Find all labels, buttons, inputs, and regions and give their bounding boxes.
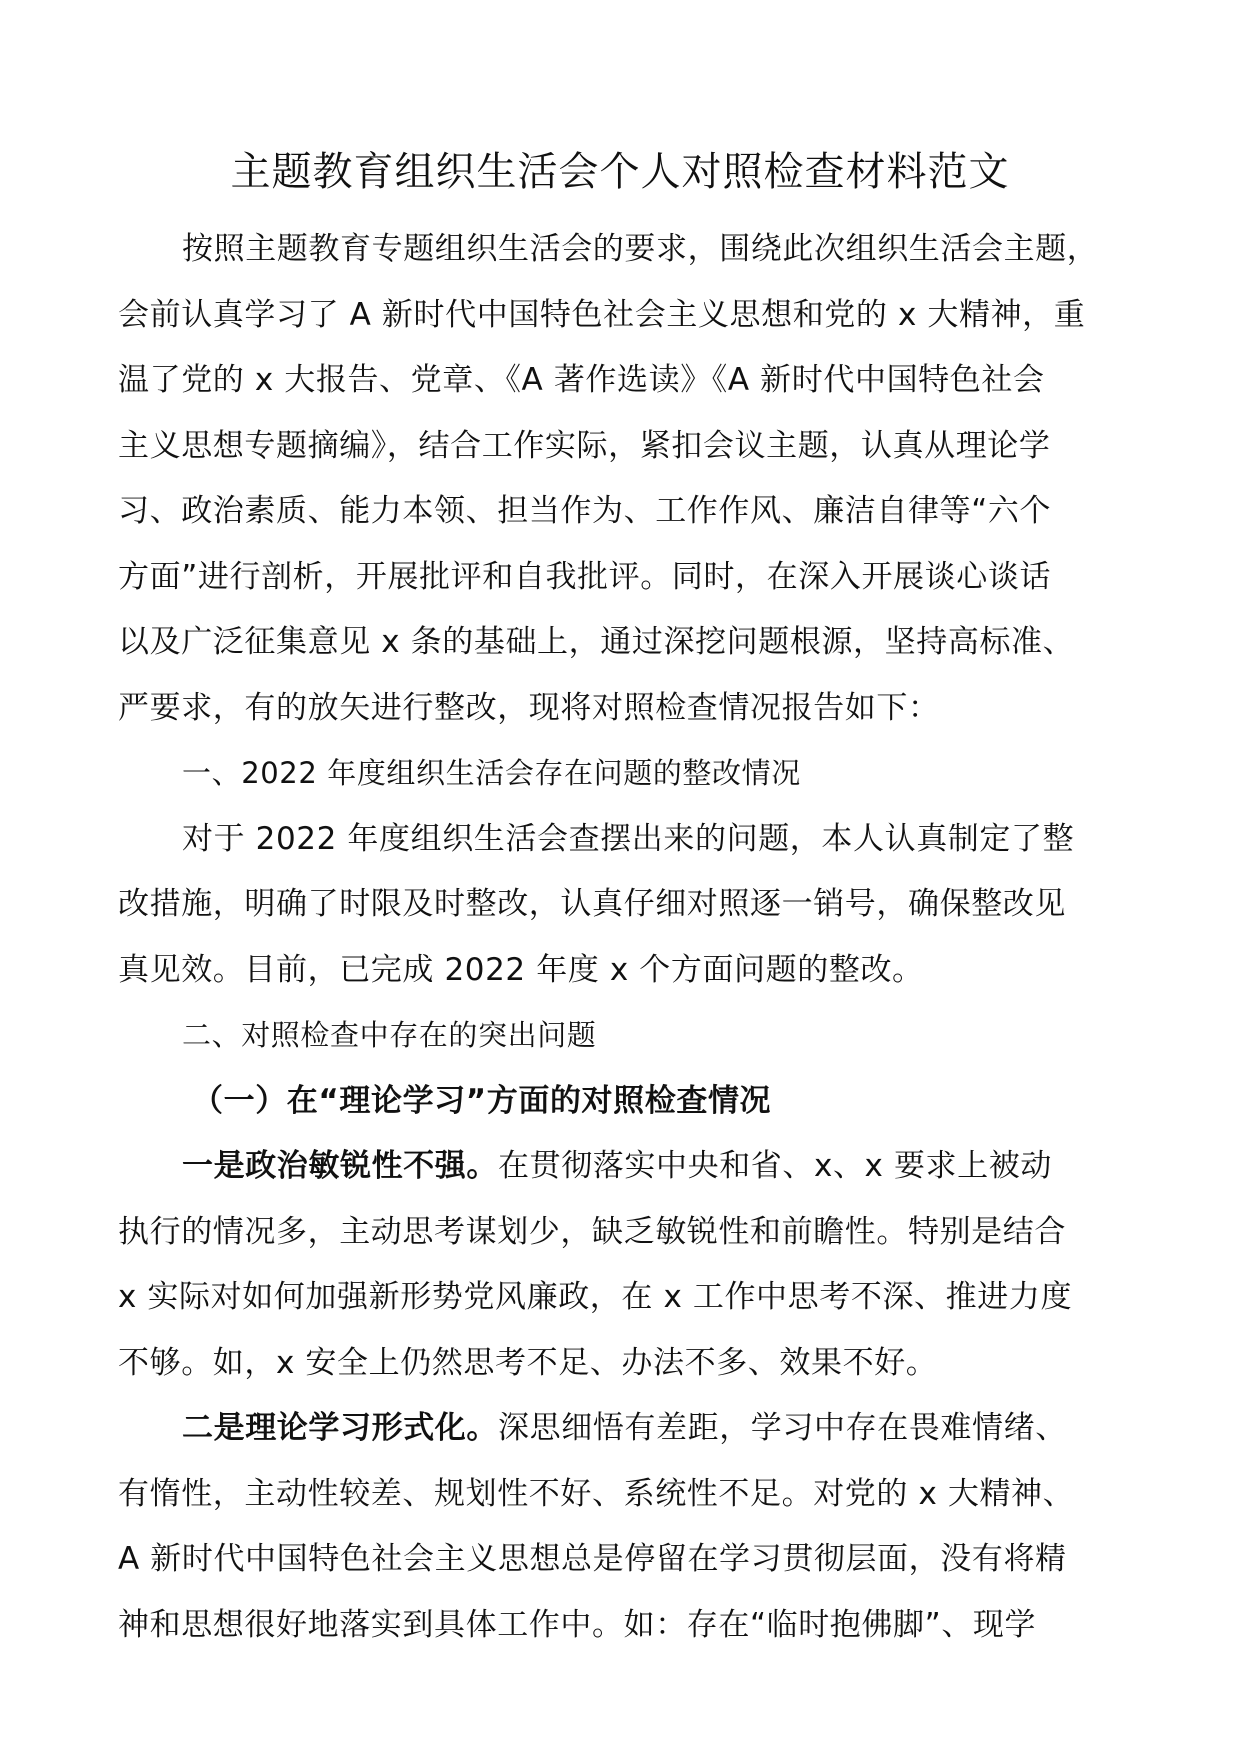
intro-line: 方面”进行剖析，开展批评和自我批评。同时，在深入开展谈心谈话 (118, 558, 1052, 595)
intro-line: 严要求，有的放矢进行整改，现将对照检查情况报告如下： (118, 689, 940, 726)
section1-line: 真见效。目前，已完成 2022 年度 x 个方面问题的整改。 (118, 951, 924, 988)
point1-first-line-rest: 在贯彻落实中央和省、x、x 要求上被动 (498, 1148, 1052, 1184)
point1-lead: 一是政治敏锐性不强。 (182, 1148, 498, 1184)
point2-first-line-rest: 深思细悟有差距，学习中存在畏难情绪、 (498, 1410, 1067, 1446)
intro-line: 习、政治素质、能力本领、担当作为、工作作风、廉洁自律等“六个 (118, 493, 1052, 529)
document-body (118, 217, 1128, 1658)
subsection1-heading: （一）在“理论学习”方面的对照检查情况 (192, 1082, 772, 1119)
point1-line: 不够。如，x 安全上仍然思考不足、办法不多、效果不好。 (118, 1344, 938, 1381)
point1-first-line (118, 1134, 1128, 1200)
section1-line: 对于 2022 年度组织生活会查摆出来的问题，本人认真制定了整 (182, 820, 1075, 857)
section1-heading: 一、2022 年度组织生活会存在问题的整改情况 (182, 756, 801, 790)
intro-line: 按照主题教育专题组织生活会的要求，围绕此次组织生活会主题， (182, 231, 1099, 267)
section2-heading: 二、对照检查中存在的突出问题 (182, 1018, 597, 1052)
point2-lead: 二是理论学习形式化。 (182, 1410, 498, 1446)
intro-line: 主义思想专题摘编》，结合工作实际，紧扣会议主题，认真从理论学 (118, 427, 1051, 464)
point1-line: x 实际对如何加强新形势党风廉政，在 x 工作中思考不深、推进力度 (118, 1279, 1073, 1315)
section1-line: 改措施，明确了时限及时整改，认真仔细对照逐一销号，确保整改见 (118, 886, 1066, 922)
point2-line: A 新时代中国特色社会主义思想总是停留在学习贯彻层面，没有将精 (118, 1541, 1067, 1577)
point1-line: 执行的情况多，主动思考谋划少，缺乏敏锐性和前瞻性。特别是结合 (118, 1213, 1066, 1250)
intro-line: 以及广泛征集意见 x 条的基础上，通过深挖问题根源，坚持高标准、 (118, 624, 1075, 660)
document-title: 主题教育组织生活会个人对照检查材料范文 (230, 149, 1010, 195)
intro-line: 温了党的 x 大报告、党章、《A 著作选读》《A 新时代中国特色社会 (118, 362, 1045, 398)
intro-line: 会前认真学习了 A 新时代中国特色社会主义思想和党的 x 大精神，重 (118, 296, 1086, 333)
point2-line: 有惰性，主动性较差、规划性不好、系统性不足。对党的 x 大精神、 (118, 1475, 1075, 1512)
point2-first-line (118, 1396, 1128, 1462)
point2-line: 神和思想很好地落实到具体工作中。如：存在“临时抱佛脚”、现学 (118, 1606, 1037, 1643)
